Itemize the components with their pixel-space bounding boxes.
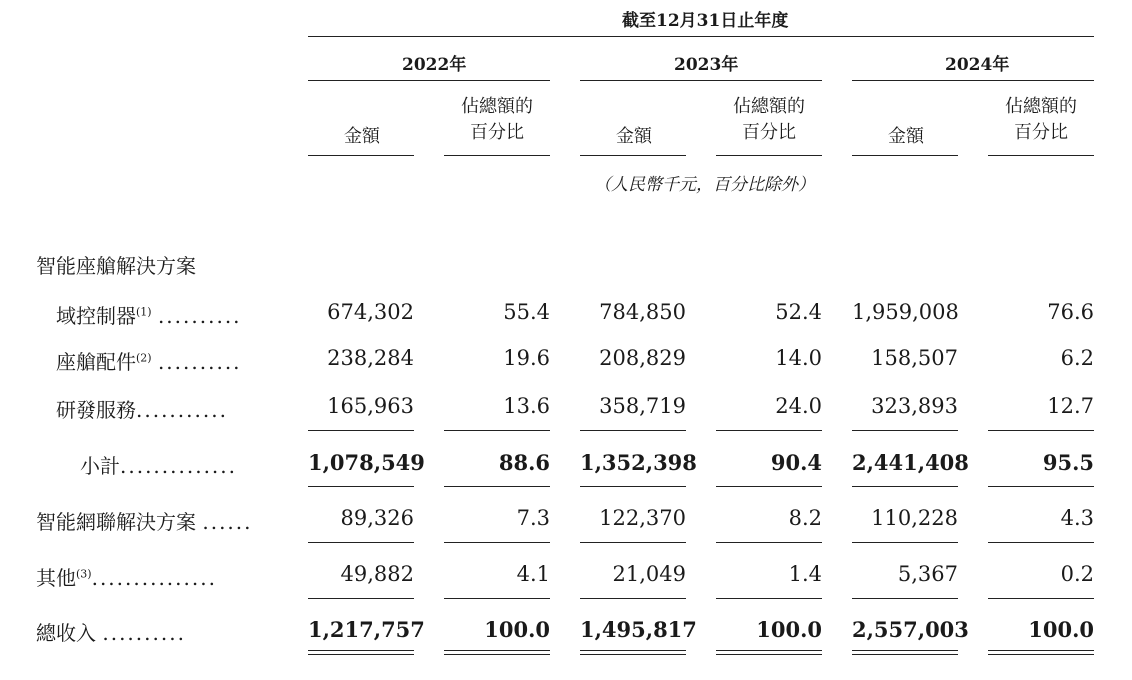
row-rule [444, 542, 550, 543]
cell: 2,557,003 [852, 617, 969, 642]
cell: 358,719 [599, 394, 686, 418]
col-rule [444, 155, 550, 156]
year-2024: 2024年 [945, 55, 1010, 75]
row-rule [580, 430, 686, 431]
cell: 100.0 [756, 617, 822, 642]
row-rule [716, 486, 822, 487]
cell: 0.2 [1060, 562, 1094, 586]
section-cockpit-title: 智能座艙解決方案 [36, 254, 196, 278]
total-double-rule [444, 650, 550, 655]
cell: 1.4 [788, 562, 822, 586]
row-rule [716, 598, 822, 599]
row-rule [988, 486, 1094, 487]
total-double-rule [988, 650, 1094, 655]
col-rule [308, 155, 414, 156]
row-label-subtotal: 小計.............. [80, 454, 238, 478]
cell: 158,507 [871, 346, 958, 370]
row-label-cockpit-accessories: 座艙配件$^{(2)}$ .......... [56, 350, 242, 374]
cell: 4.1 [516, 562, 550, 586]
cell: 95.5 [1042, 450, 1094, 475]
row-rule [444, 486, 550, 487]
row-rule [988, 542, 1094, 543]
cell: 2,441,408 [852, 450, 969, 475]
cell: 100.0 [1028, 617, 1094, 642]
unit-note: （人民幣千元，百分比除外） [594, 175, 815, 195]
cell: 7.3 [516, 506, 550, 530]
year-rule-2022 [308, 80, 550, 81]
cell: 1,217,757 [308, 617, 425, 642]
cell: 784,850 [599, 300, 686, 324]
row-rule [852, 598, 958, 599]
row-rule [308, 598, 414, 599]
total-double-rule [852, 650, 958, 655]
col-pct-2023: 佔總額的 百分比 [733, 96, 805, 143]
cell: 1,959,008 [852, 300, 959, 324]
cell: 1,495,817 [580, 617, 697, 642]
cell: 208,829 [599, 346, 686, 370]
col-amount-2022: 金額 [344, 126, 380, 147]
col-rule [716, 155, 822, 156]
year-2023: 2023年 [674, 55, 739, 75]
cell: 1,352,398 [580, 450, 697, 475]
cell: 13.6 [503, 394, 550, 418]
cell: 88.6 [498, 450, 550, 475]
col-amount-2024: 金額 [888, 126, 924, 147]
row-rule [580, 486, 686, 487]
row-rule [580, 598, 686, 599]
row-label-rd-services: 研發服務........... [56, 398, 228, 422]
cell: 49,882 [340, 562, 414, 586]
cell: 24.0 [775, 394, 822, 418]
row-rule [444, 598, 550, 599]
row-label-others: 其他$^{(3)}$............... [36, 566, 217, 590]
cell: 4.3 [1060, 506, 1094, 530]
row-rule [308, 430, 414, 431]
row-rule [852, 486, 958, 487]
cell: 52.4 [775, 300, 822, 324]
row-rule [716, 430, 822, 431]
row-label-total-revenue: 總收入 .......... [36, 621, 186, 645]
row-rule [852, 430, 958, 431]
col-amount-2023: 金額 [616, 126, 652, 147]
row-rule [308, 542, 414, 543]
row-rule [852, 542, 958, 543]
col-rule [988, 155, 1094, 156]
cell: 1,078,549 [308, 450, 425, 475]
header-rule [308, 36, 1094, 37]
row-label-domain-controller: 域控制器$^{(1)}$ .......... [56, 304, 242, 328]
row-rule [308, 486, 414, 487]
cell: 90.4 [770, 450, 822, 475]
col-pct-2022: 佔總額的 百分比 [461, 96, 533, 143]
col-pct-2024: 佔總額的 百分比 [1005, 96, 1077, 143]
cell: 110,228 [871, 506, 958, 530]
year-2022: 2022年 [402, 55, 467, 75]
cell: 8.2 [788, 506, 822, 530]
row-rule [988, 598, 1094, 599]
cell: 165,963 [327, 394, 414, 418]
cell: 238,284 [327, 346, 414, 370]
total-double-rule [308, 650, 414, 655]
cell: 6.2 [1060, 346, 1094, 370]
row-rule [716, 542, 822, 543]
total-double-rule [716, 650, 822, 655]
total-double-rule [580, 650, 686, 655]
cell: 21,049 [612, 562, 686, 586]
row-rule [988, 430, 1094, 431]
year-rule-2024 [852, 80, 1094, 81]
cell: 323,893 [871, 394, 958, 418]
cell: 19.6 [503, 346, 550, 370]
col-rule [852, 155, 958, 156]
cell: 14.0 [775, 346, 822, 370]
col-rule [580, 155, 686, 156]
cell: 89,326 [340, 506, 414, 530]
row-rule [444, 430, 550, 431]
row-rule [580, 542, 686, 543]
period-header: 截至12月31日止年度 [622, 11, 789, 31]
year-rule-2023 [580, 80, 822, 81]
cell: 76.6 [1047, 300, 1094, 324]
cell: 100.0 [484, 617, 550, 642]
cell: 55.4 [503, 300, 550, 324]
cell: 12.7 [1047, 394, 1094, 418]
cell: 674,302 [327, 300, 414, 324]
cell: 5,367 [897, 562, 958, 586]
cell: 122,370 [599, 506, 686, 530]
row-label-connectivity: 智能網聯解決方案 ...... [36, 510, 253, 534]
